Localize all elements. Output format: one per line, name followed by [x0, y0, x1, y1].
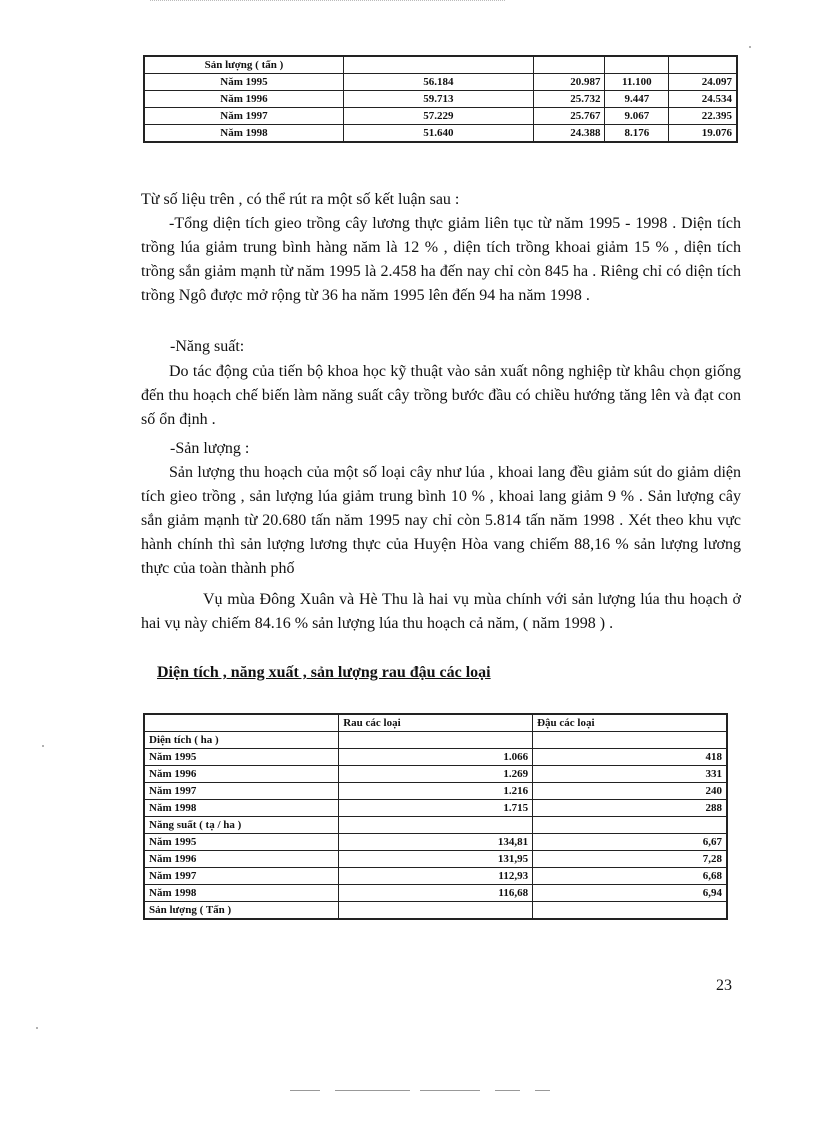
- table-cell: 1.715: [339, 800, 533, 817]
- row-label: Năm 1995: [144, 74, 343, 91]
- table-cell: 1.216: [339, 783, 533, 800]
- column-header: Rau các loại: [339, 714, 533, 732]
- row-label: Năm 1998: [144, 125, 343, 143]
- vegetable-bean-table: [143, 713, 728, 920]
- row-label: Năm 1998: [144, 885, 339, 902]
- table-row: [144, 56, 737, 74]
- output-table: [143, 55, 738, 143]
- table-cell: 6,94: [533, 885, 727, 902]
- table-row: [144, 749, 727, 766]
- table-cell: 59.713: [343, 91, 533, 108]
- scan-artifact: [749, 46, 751, 48]
- table-row: [144, 74, 737, 91]
- scan-artifact: [535, 1090, 550, 1091]
- table-cell: [339, 902, 533, 920]
- scan-artifact: [42, 745, 44, 747]
- table-cell: [669, 56, 737, 74]
- table-row: [144, 817, 727, 834]
- table-row: [144, 783, 727, 800]
- table-cell: [533, 817, 727, 834]
- table-cell: [533, 902, 727, 920]
- yield-paragraph: Do tác động của tiến bộ khoa học kỹ thuật vào sản xuất nông nghiệp từ khâu chọn giống đến thu hoạch chế biến làm năng suất cây trồng bước đầu có chiều hướng tăng lên và đạt con số ổn định .: [141, 363, 741, 428]
- table-cell: 51.640: [343, 125, 533, 143]
- table-header-row: [144, 714, 727, 732]
- table-cell: 6,67: [533, 834, 727, 851]
- table-row: [144, 834, 727, 851]
- table-row: [144, 108, 737, 125]
- row-label: Năm 1998: [144, 800, 339, 817]
- row-label: Năm 1996: [144, 91, 343, 108]
- table-row: [144, 732, 727, 749]
- table-cell: [339, 817, 533, 834]
- table-cell: [343, 56, 533, 74]
- table-cell: 1.269: [339, 766, 533, 783]
- area-paragraph: -Tổng diện tích gieo trồng cây lương thực giảm liên tục từ năm 1995 - 1998 . Diện tích trồng lúa giảm trung bình hàng năm là 12 % , diện tích trồng khoai giảm 15 % , diện tích trồng sắn giảm mạnh từ năm 1995 là 2.458 ha đến nay chỉ còn 845 ha . Riêng chỉ có diện tích trồng Ngô được mở rộng từ 36 ha năm 1995 lên đến 94 ha năm 1998 .: [141, 215, 741, 304]
- table-cell: 8.176: [605, 125, 669, 143]
- row-label: Năm 1997: [144, 108, 343, 125]
- table-row: [144, 766, 727, 783]
- table-cell: 9.447: [605, 91, 669, 108]
- table-cell: 25.767: [533, 108, 605, 125]
- table-cell: 57.229: [343, 108, 533, 125]
- table-cell: 288: [533, 800, 727, 817]
- table-cell: 24.534: [669, 91, 737, 108]
- row-label: Năm 1996: [144, 851, 339, 868]
- table-cell: 22.395: [669, 108, 737, 125]
- table-cell: [605, 56, 669, 74]
- table-cell: 1.066: [339, 749, 533, 766]
- row-label: Sản lượng ( tấn ): [144, 56, 343, 74]
- row-label: Năm 1995: [144, 834, 339, 851]
- row-label: Năm 1997: [144, 783, 339, 800]
- table-cell: 56.184: [343, 74, 533, 91]
- scan-artifact: [420, 1090, 480, 1091]
- column-header: [144, 714, 339, 732]
- yield-heading: -Năng suất:: [170, 338, 245, 355]
- table-cell: 134,81: [339, 834, 533, 851]
- table-cell: 6,68: [533, 868, 727, 885]
- table-cell: 19.076: [669, 125, 737, 143]
- table-cell: [533, 56, 605, 74]
- section-subheading: Diện tích , năng xuất , sản lượng rau đậu các loại: [157, 664, 491, 681]
- table-cell: 331: [533, 766, 727, 783]
- row-label: Năng suất ( tạ / ha ): [144, 817, 339, 834]
- table-cell: 20.987: [533, 74, 605, 91]
- row-label: Năm 1996: [144, 766, 339, 783]
- table-cell: [339, 732, 533, 749]
- row-label: Diện tích ( ha ): [144, 732, 339, 749]
- output-heading: -Sản lượng :: [170, 440, 250, 457]
- scan-artifact: [335, 1090, 410, 1091]
- table-cell: [533, 732, 727, 749]
- table-cell: 131,95: [339, 851, 533, 868]
- table-row: [144, 800, 727, 817]
- row-label: Sản lượng ( Tấn ): [144, 902, 339, 920]
- table-cell: 24.388: [533, 125, 605, 143]
- table-cell: 418: [533, 749, 727, 766]
- scan-artifact: [150, 0, 505, 5]
- table-cell: 25.732: [533, 91, 605, 108]
- table-cell: 112,93: [339, 868, 533, 885]
- table-cell: 24.097: [669, 74, 737, 91]
- row-label: Năm 1995: [144, 749, 339, 766]
- intro-text: Từ số liệu trên , có thể rút ra một số kết luận sau :: [141, 191, 460, 208]
- table-row: [144, 885, 727, 902]
- table-row: [144, 851, 727, 868]
- scan-artifact: [495, 1090, 520, 1091]
- table-row: [144, 91, 737, 108]
- output-paragraph: Sản lượng thu hoạch của một số loại cây như lúa , khoai lang đều giảm sút do giảm diện tích gieo trồng , sản lượng lúa giảm trung bình 10 % , khoai lang giảm 9 % . Sản lượng cây sắn giảm mạnh từ 20.680 tấn năm 1995 nay chỉ còn 5.814 tấn năm 1998 . Xét theo khu vực hành chính thì sản lượng lương thực của Huyện Hòa vang chiếm 88,16 % sản lượng lương thực của toàn thành phố: [141, 464, 741, 577]
- scan-artifact: [290, 1090, 320, 1091]
- table-cell: 116,68: [339, 885, 533, 902]
- table-cell: 9.067: [605, 108, 669, 125]
- page-number: 23: [716, 977, 732, 994]
- table-cell: 240: [533, 783, 727, 800]
- column-header: Đậu các loại: [533, 714, 727, 732]
- scan-artifact: [36, 1027, 38, 1029]
- row-label: Năm 1997: [144, 868, 339, 885]
- table-row: [144, 902, 727, 920]
- table-cell: 11.100: [605, 74, 669, 91]
- table-row: [144, 868, 727, 885]
- table-row: [144, 125, 737, 143]
- table-cell: 7,28: [533, 851, 727, 868]
- season-paragraph: Vụ mùa Đông Xuân và Hè Thu là hai vụ mùa chính với sản lượng lúa thu hoạch ở hai vụ này chiếm 84.16 % sản lượng lúa thu hoạch cả năm, ( năm 1998 ) .: [141, 591, 741, 632]
